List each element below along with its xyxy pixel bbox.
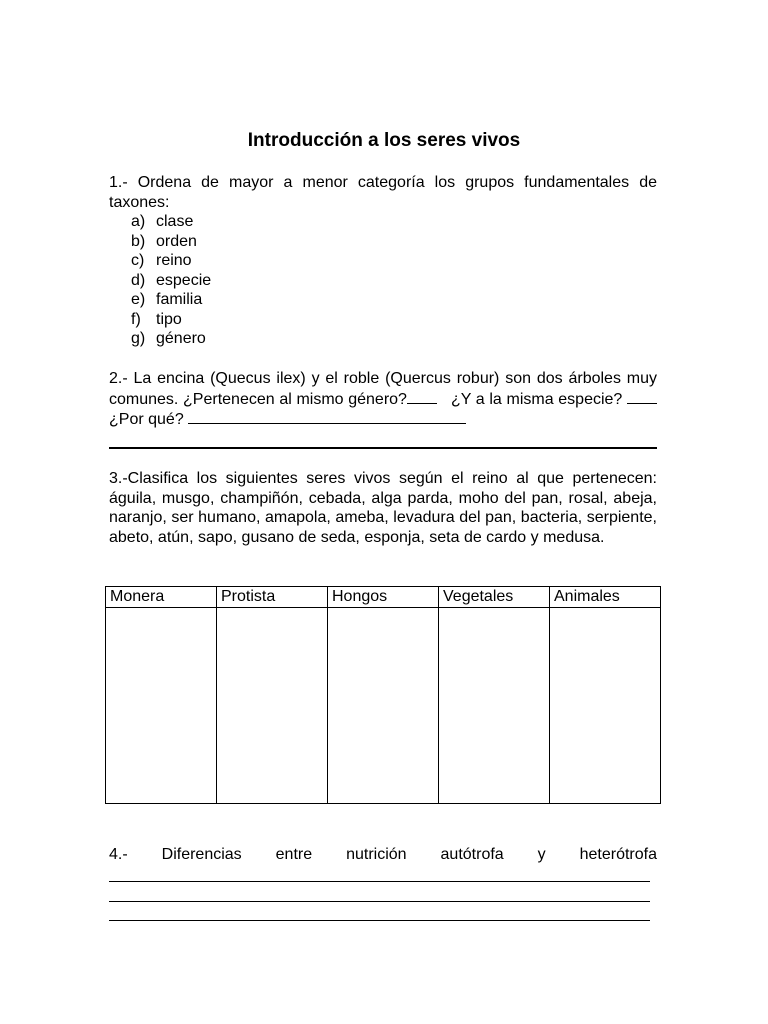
answer-line[interactable]	[109, 920, 650, 921]
option-text: especie	[156, 271, 212, 289]
option-text: género	[156, 330, 206, 347]
answer-blank-genus[interactable]	[407, 389, 437, 404]
option-item	[131, 212, 211, 232]
option-text: clase	[156, 213, 194, 230]
option-item	[131, 290, 211, 310]
answer-cell-protista[interactable]	[217, 608, 328, 804]
answer-cell-hongos[interactable]	[328, 608, 439, 804]
answer-blank-species[interactable]	[627, 389, 657, 404]
answer-cell-monera[interactable]	[106, 608, 217, 804]
option-item	[131, 232, 211, 252]
column-header-hongos: Hongos	[328, 587, 439, 608]
page-title: Introducción a los seres vivos	[247, 130, 521, 151]
option-letter: e)	[131, 291, 146, 308]
option-item	[131, 271, 211, 291]
question-4-text: 4.- Diferencias entre nutrición autótrofa y heterótrofa	[109, 846, 657, 863]
option-item	[131, 251, 211, 271]
question-2-text	[109, 369, 657, 430]
option-letter: b)	[131, 232, 146, 250]
column-header-animales: Animales	[550, 587, 661, 608]
answer-cell-vegetales[interactable]	[439, 608, 550, 804]
option-letter: d)	[131, 271, 146, 289]
question-1-text: 1.- Ordena de mayor a menor categoría los grupos fundamentales de taxones:	[109, 174, 657, 211]
option-letter: a)	[131, 213, 146, 230]
option-text: reino	[156, 252, 192, 269]
question-2-part1: 2.- La encina (Quecus ilex) y el roble (Quercus robur) son dos árboles muy comunes. ¿Pertenecen al mismo género?	[109, 370, 657, 408]
answer-line[interactable]	[109, 447, 657, 449]
kingdom-table	[105, 586, 661, 804]
option-letter: f)	[131, 310, 141, 328]
question-3-text: 3.-Clasifica los siguientes seres vivos según el reino al que pertenecen: águila, musgo, champiñón, cebada, alga parda, moho del pan, rosal, abeja, naranjo, ser humano, amapola, ameba, levadura del pan, bacteria, serpiente, abeto, atún, sapo, gusano de seda, esponja, seta de cardo y medusa.	[109, 470, 657, 546]
option-text: familia	[156, 291, 203, 308]
answer-blank-why[interactable]	[188, 409, 466, 424]
answer-line[interactable]	[109, 901, 650, 902]
answer-cell-animales[interactable]	[550, 608, 661, 804]
option-item	[131, 329, 211, 349]
column-header-vegetales: Vegetales	[439, 587, 550, 608]
question-2-part3: ¿Por qué?	[109, 411, 184, 428]
question-1-options	[131, 212, 211, 349]
option-letter: g)	[131, 330, 146, 347]
column-header-monera: Monera	[106, 587, 217, 608]
question-2-part2: ¿Y a la misma especie?	[450, 390, 623, 408]
option-text: orden	[156, 232, 197, 250]
option-letter: c)	[131, 252, 145, 269]
column-header-protista: Protista	[217, 587, 328, 608]
option-text: tipo	[156, 310, 182, 328]
answer-line[interactable]	[109, 881, 650, 882]
option-item	[131, 310, 211, 330]
